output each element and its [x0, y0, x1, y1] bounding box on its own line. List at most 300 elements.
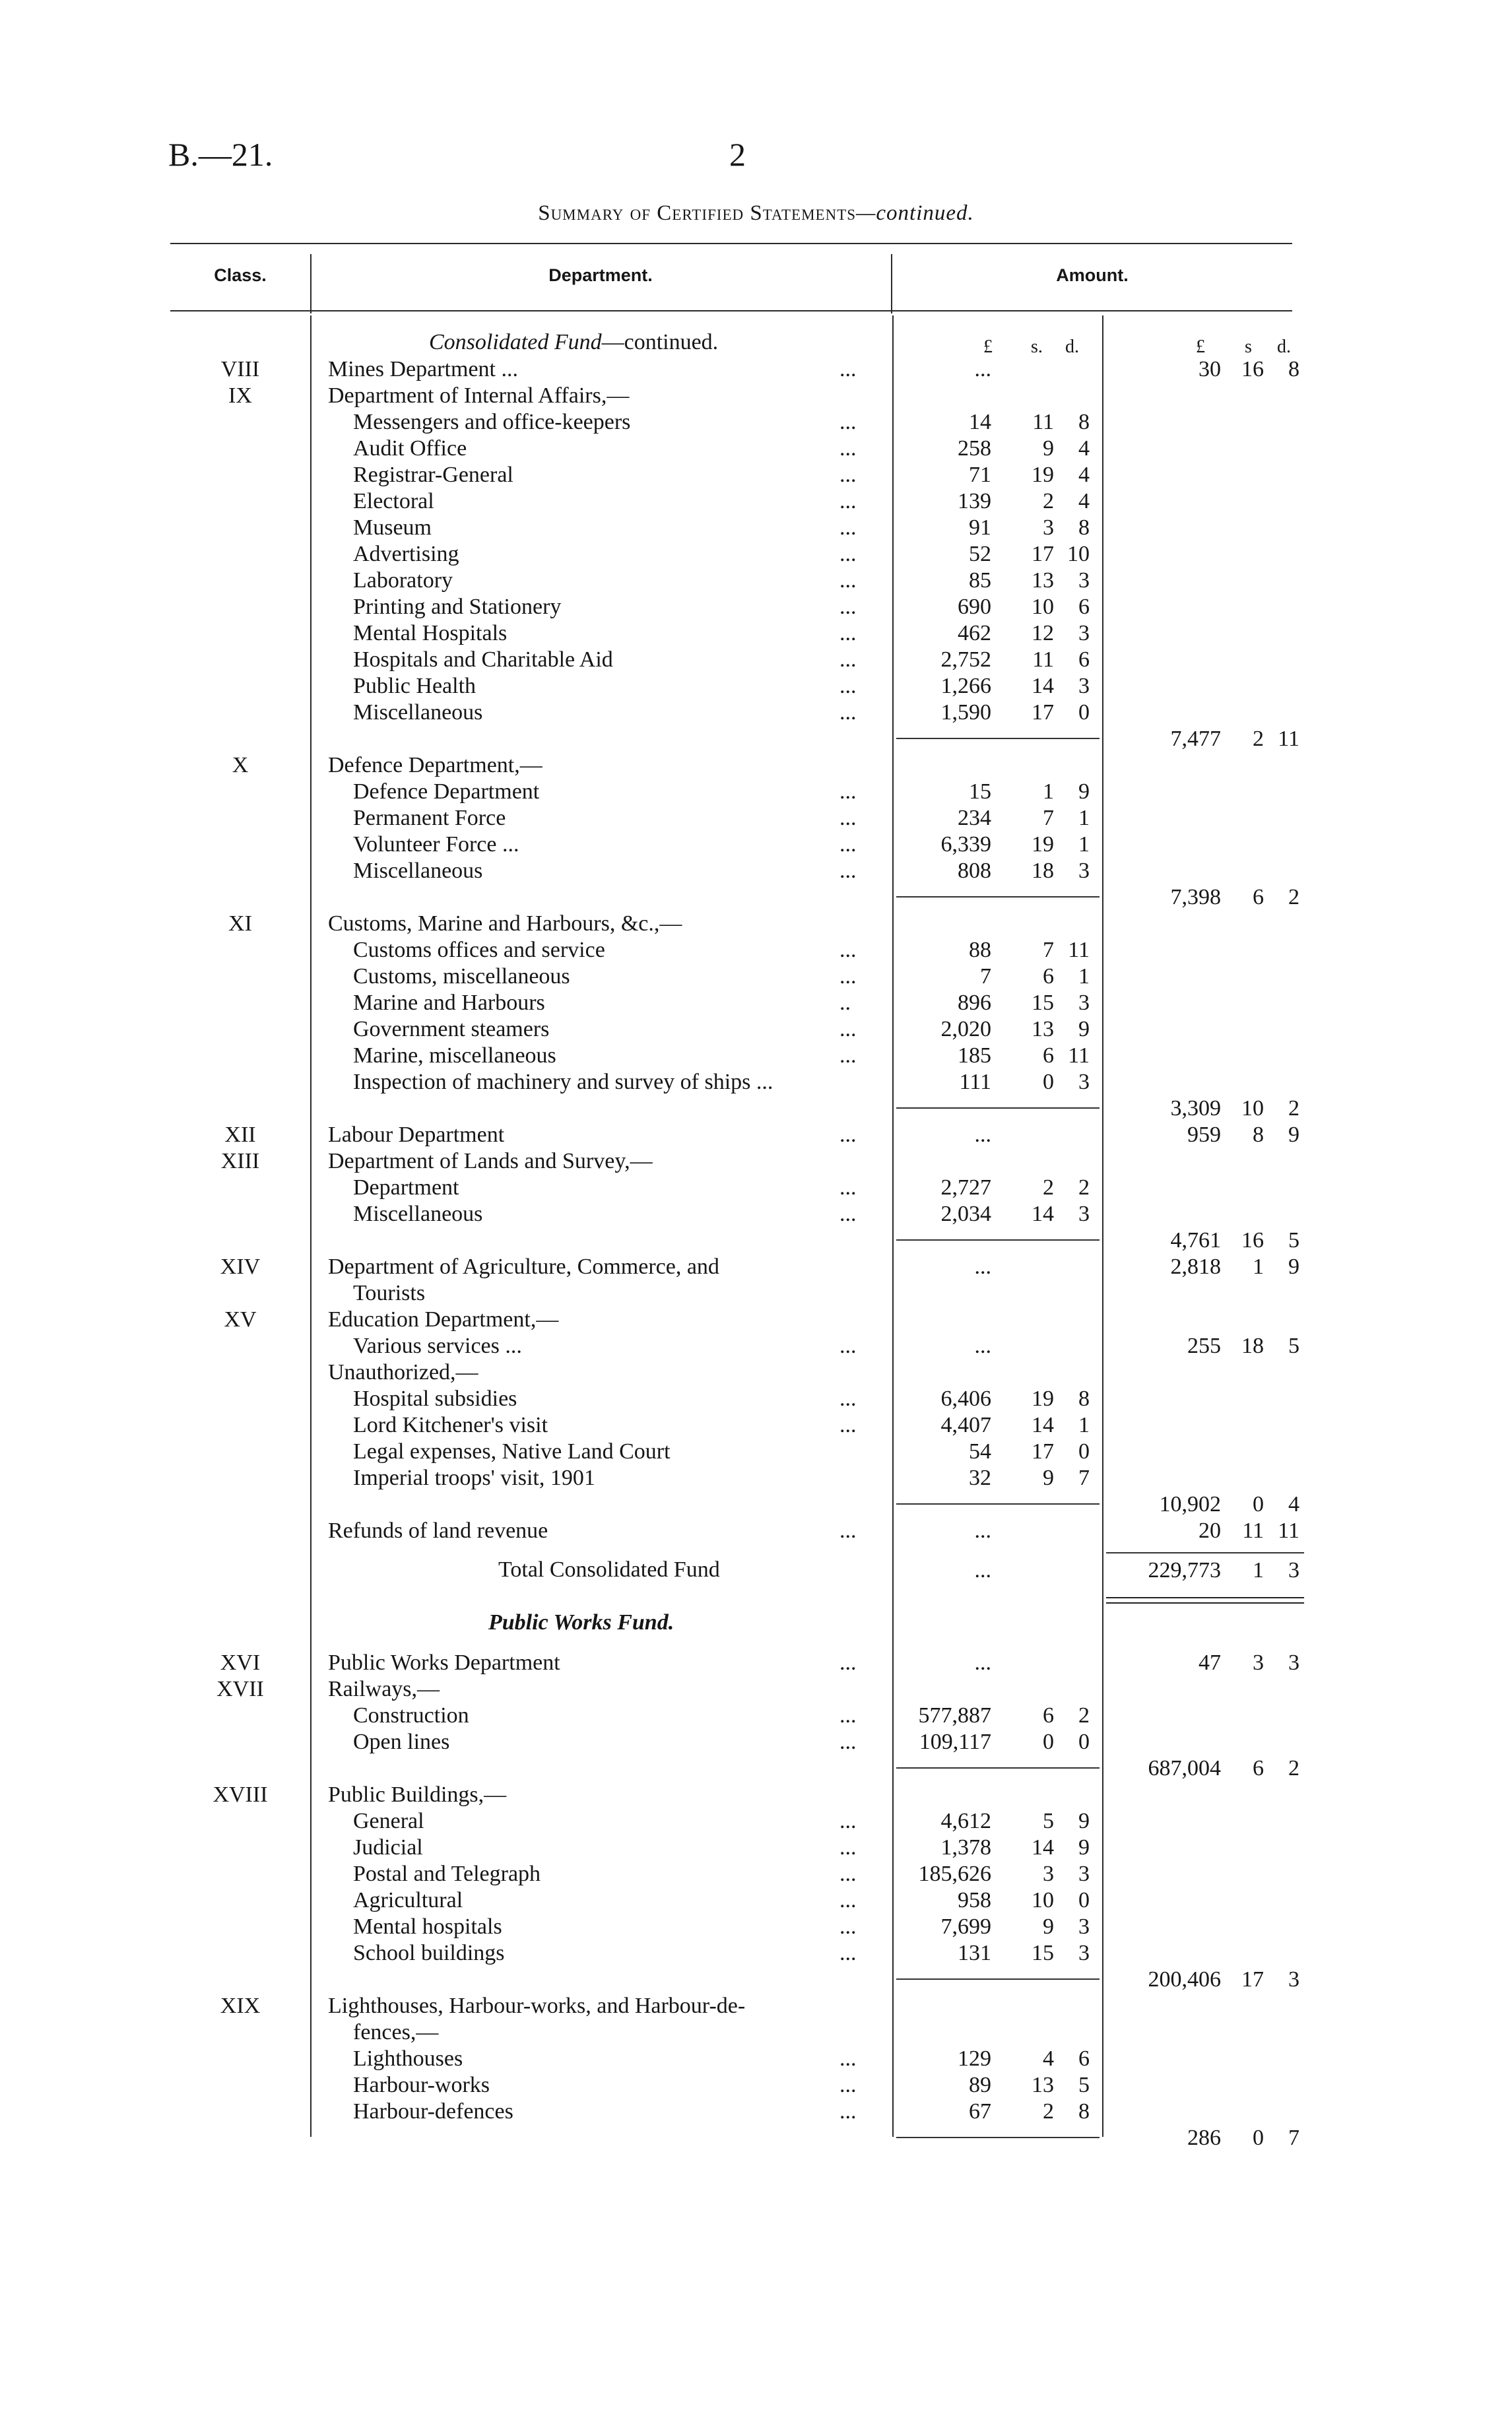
table-row [0, 1227, 1512, 1254]
row-leader: ... [839, 542, 857, 566]
row-leader: ... [839, 964, 857, 989]
table-row [0, 1887, 1512, 1914]
row-label: Miscellaneous [353, 859, 483, 883]
row-inner-shillings: 3 [1043, 515, 1054, 540]
row-label: Inspection of machinery and survey of ships ... [353, 1070, 773, 1094]
row-inner-pounds: 690 [958, 595, 991, 619]
row-inner-shillings: 10 [1032, 1888, 1054, 1912]
table-row [0, 1518, 1512, 1544]
row-inner-pounds: 85 [969, 568, 991, 593]
row-inner-shillings: 3 [1043, 1862, 1054, 1886]
row-inner-pounds: 54 [969, 1439, 991, 1464]
row-label: Electoral [353, 489, 434, 513]
row-label: Marine and Harbours [353, 991, 545, 1015]
table-row [0, 462, 1512, 488]
row-inner-pounds: 131 [958, 1941, 991, 1965]
row-label: Miscellaneous [353, 700, 483, 725]
row-label: Miscellaneous [353, 1202, 483, 1226]
row-inner-shillings: 15 [1032, 991, 1054, 1015]
row-class: X [232, 753, 249, 777]
row-label: Defence Department [353, 779, 540, 804]
row-inner-shillings: 13 [1032, 2073, 1054, 2097]
row-inner-pence: 4 [1078, 489, 1090, 513]
row-leader: ... [839, 674, 857, 698]
row-leader: ... [839, 700, 857, 725]
row-label: Audit Office [353, 436, 467, 461]
row-outer-shillings: 0 [1253, 1492, 1264, 1517]
row-outer-pence: 5 [1288, 1334, 1299, 1358]
row-class: XIX [220, 1994, 261, 2018]
row-inner-shillings: 17 [1032, 700, 1054, 725]
row-label: Public Works Department [328, 1650, 560, 1675]
row-leader: ... [839, 568, 857, 593]
row-inner-shillings: 9 [1043, 436, 1054, 461]
table-row [0, 1439, 1512, 1465]
row-label: Postal and Telegraph [353, 1862, 541, 1886]
table-row [0, 541, 1512, 568]
row-leader: ... [839, 1334, 857, 1358]
row-outer-pounds: 255 [1187, 1334, 1221, 1358]
row-outer-pounds: 47 [1199, 1650, 1221, 1675]
row-label: Public Health [353, 674, 477, 698]
table-row [0, 409, 1512, 436]
row-label: Hospital subsidies [353, 1387, 517, 1411]
row-inner-pounds: ... [974, 1650, 991, 1675]
table-row [0, 1122, 1512, 1148]
row-outer-shillings: 16 [1241, 1228, 1264, 1253]
row-inner-pence: 0 [1078, 700, 1090, 725]
row-leader: ... [839, 859, 857, 883]
row-label: Laboratory [353, 568, 453, 593]
row-inner-shillings: 13 [1032, 568, 1054, 593]
table-row [0, 1835, 1512, 1861]
row-label: School buildings [353, 1941, 505, 1965]
row-label: Agricultural [353, 1888, 463, 1912]
table-row [0, 2046, 1512, 2072]
row-label: Refunds of land revenue [328, 1518, 548, 1543]
row-leader: ... [839, 2046, 857, 2071]
row-outer-pounds: 687,004 [1148, 1756, 1221, 1780]
table-row [0, 1729, 1512, 1755]
row-leader: ... [839, 1017, 857, 1041]
row-inner-pounds: 6,406 [940, 1387, 991, 1411]
row-inner-pounds: 4,612 [940, 1809, 991, 1833]
row-inner-pence: 2 [1078, 1175, 1090, 1200]
row-inner-pounds: 7,699 [940, 1914, 991, 1939]
row-inner-shillings: 9 [1043, 1466, 1054, 1490]
row-inner-shillings: 13 [1032, 1017, 1054, 1041]
table-row [0, 1557, 1512, 1584]
row-outer-shillings: 1 [1253, 1558, 1264, 1583]
row-inner-pounds: 462 [958, 621, 991, 645]
row-inner-pounds: 1,266 [940, 674, 991, 698]
row-label: Labour Department [328, 1123, 505, 1147]
row-inner-pence: 3 [1078, 1202, 1090, 1226]
row-inner-pounds: ... [974, 1558, 991, 1583]
row-inner-shillings: 0 [1043, 1730, 1054, 1754]
row-label: Department of Lands and Survey,— [328, 1149, 653, 1173]
row-leader: ... [839, 2073, 857, 2097]
table-row [0, 2019, 1512, 2046]
row-leader: ... [839, 938, 857, 962]
row-inner-pence: 4 [1078, 436, 1090, 461]
row-inner-pounds: 129 [958, 2046, 991, 2071]
row-inner-shillings: 6 [1043, 1043, 1054, 1068]
row-leader: ... [839, 1518, 857, 1543]
row-leader: ... [839, 621, 857, 645]
row-class: VIII [220, 357, 260, 381]
table-row [0, 1069, 1512, 1095]
title-suffix: —continued. [856, 201, 974, 225]
row-inner-pounds: 4,407 [940, 1413, 991, 1437]
row-inner-pounds: 2,752 [940, 647, 991, 672]
row-outer-pounds: 30 [1199, 357, 1221, 381]
row-inner-shillings: 1 [1043, 779, 1054, 804]
row-leader: ... [839, 463, 857, 487]
row-inner-pounds: 14 [969, 410, 991, 434]
row-leader: ... [839, 1703, 857, 1728]
row-label: General [353, 1809, 424, 1833]
row-outer-pence: 8 [1288, 357, 1299, 381]
row-inner-pounds: ... [974, 1518, 991, 1543]
row-outer-pounds: 200,406 [1148, 1967, 1221, 1992]
row-outer-shillings: 6 [1253, 1756, 1264, 1780]
table-row [0, 356, 1512, 383]
row-leader: ... [839, 1941, 857, 1965]
inner-currency-shillings: s. [1031, 337, 1043, 357]
row-leader: ... [839, 410, 857, 434]
table-row [0, 1175, 1512, 1201]
inner-currency-pence: d. [1065, 337, 1079, 357]
row-label: Unauthorized,— [328, 1360, 478, 1385]
row-label: Messengers and office-keepers [353, 410, 631, 434]
row-leader: ... [839, 2099, 857, 2124]
row-leader: ... [839, 832, 857, 857]
table-row [0, 1280, 1512, 1307]
row-inner-pence: 6 [1078, 2046, 1090, 2071]
table-row [0, 1465, 1512, 1491]
row-outer-shillings: 0 [1253, 2126, 1264, 2150]
row-inner-shillings: 2 [1043, 2099, 1054, 2124]
row-inner-pence: 8 [1078, 515, 1090, 540]
row-inner-pence: 0 [1078, 1888, 1090, 1912]
column-header-department: Department. [548, 265, 653, 285]
table-row [0, 2125, 1512, 2151]
row-leader: ... [839, 1650, 857, 1675]
row-label: Judicial [353, 1835, 423, 1860]
row-label: Legal expenses, Native Land Court [353, 1439, 671, 1464]
row-outer-pounds: 10,902 [1159, 1492, 1221, 1517]
table-row [0, 779, 1512, 805]
row-label: Mental Hospitals [353, 621, 508, 645]
row-inner-pence: 4 [1078, 463, 1090, 487]
page-number: 2 [729, 136, 746, 173]
table-row [0, 1254, 1512, 1280]
row-label: Volunteer Force ... [353, 832, 519, 857]
row-inner-pounds: 808 [958, 859, 991, 883]
row-inner-pence: 9 [1078, 1809, 1090, 1833]
row-inner-pounds: 109,117 [919, 1730, 991, 1754]
row-inner-shillings: 17 [1032, 542, 1054, 566]
row-label: Customs, miscellaneous [353, 964, 570, 989]
row-outer-pounds: 20 [1199, 1518, 1221, 1543]
outer-currency-pounds: £ [1196, 337, 1205, 357]
table-row [0, 1782, 1512, 1808]
row-inner-shillings: 19 [1032, 832, 1054, 857]
row-class: IX [228, 383, 252, 408]
row-inner-pence: 5 [1078, 2073, 1090, 2097]
row-inner-shillings: 11 [1032, 647, 1054, 672]
table-row [0, 1016, 1512, 1043]
row-inner-pounds: 67 [969, 2099, 991, 2124]
row-inner-pence: 11 [1068, 938, 1090, 962]
table-row [0, 1412, 1512, 1439]
row-inner-shillings: 15 [1032, 1941, 1054, 1965]
row-label: Tourists [353, 1281, 426, 1305]
row-inner-pounds: 577,887 [918, 1703, 991, 1728]
row-outer-pounds: 2,818 [1170, 1255, 1221, 1279]
table-row [0, 1333, 1512, 1359]
row-inner-pence: 8 [1078, 410, 1090, 434]
row-label: Customs offices and service [353, 938, 605, 962]
row-outer-pence: 4 [1288, 1492, 1299, 1517]
row-inner-pence: 3 [1078, 859, 1090, 883]
table-row [0, 2072, 1512, 2099]
row-leader: ... [839, 647, 857, 672]
row-label: Lighthouses, Harbour-works, and Harbour-de- [328, 1994, 746, 2018]
row-class: XV [224, 1307, 257, 1332]
row-label: Advertising [353, 542, 459, 566]
total-consolidated-label: Total Consolidated Fund [498, 1557, 720, 1582]
table-row [0, 1755, 1512, 1782]
table-row [0, 1676, 1512, 1703]
row-inner-pounds: 2,020 [940, 1017, 991, 1041]
row-inner-pence: 0 [1078, 1730, 1090, 1754]
row-leader: ... [839, 515, 857, 540]
row-outer-shillings: 3 [1253, 1650, 1264, 1675]
row-inner-pounds: 7 [980, 964, 991, 989]
column-header-amount: Amount. [1056, 265, 1129, 285]
row-inner-pence: 9 [1078, 1835, 1090, 1860]
row-inner-pence: 3 [1078, 1070, 1090, 1094]
row-label: Lighthouses [353, 2046, 463, 2071]
row-inner-shillings: 6 [1043, 964, 1054, 989]
row-label: Mental hospitals [353, 1914, 502, 1939]
row-label: Open lines [353, 1730, 450, 1754]
row-inner-pence: 3 [1078, 1914, 1090, 1939]
row-label: Permanent Force [353, 806, 506, 830]
row-inner-shillings: 14 [1032, 674, 1054, 698]
row-inner-pence: 8 [1078, 2099, 1090, 2124]
row-inner-pounds: 2,034 [940, 1202, 991, 1226]
row-inner-pounds: 139 [958, 489, 991, 513]
row-label: Department of Internal Affairs,— [328, 383, 630, 408]
row-inner-pounds: ... [974, 357, 991, 381]
row-inner-shillings: 2 [1043, 1175, 1054, 1200]
row-inner-shillings: 11 [1032, 410, 1054, 434]
row-class: XVII [216, 1677, 264, 1701]
row-inner-shillings: 14 [1032, 1413, 1054, 1437]
row-inner-pence: 8 [1078, 1387, 1090, 1411]
row-outer-shillings: 18 [1241, 1334, 1264, 1358]
row-leader: ... [839, 1862, 857, 1886]
row-label: Harbour-works [353, 2073, 490, 2097]
row-inner-pence: 11 [1068, 1043, 1090, 1068]
table-row [0, 515, 1512, 541]
row-outer-pounds: 4,761 [1170, 1228, 1221, 1253]
row-inner-pounds: 91 [969, 515, 991, 540]
row-inner-pence: 0 [1078, 1439, 1090, 1464]
outer-currency-pence: d. [1277, 337, 1291, 357]
row-label: Hospitals and Charitable Aid [353, 647, 613, 672]
row-leader: ... [839, 806, 857, 830]
row-inner-pence: 3 [1078, 1941, 1090, 1965]
row-inner-pounds: 2,727 [940, 1175, 991, 1200]
row-inner-pence: 3 [1078, 568, 1090, 593]
table-row [0, 620, 1512, 647]
table-row [0, 990, 1512, 1016]
row-inner-pence: 9 [1078, 779, 1090, 804]
row-outer-pounds: 7,398 [1170, 885, 1221, 909]
row-inner-shillings: 18 [1032, 859, 1054, 883]
row-class: XI [228, 911, 252, 936]
table-row [0, 1914, 1512, 1940]
row-inner-pounds: 185 [958, 1043, 991, 1068]
row-outer-pence: 5 [1288, 1228, 1299, 1253]
row-leader: .. [839, 991, 851, 1015]
table-row [0, 673, 1512, 700]
row-leader: ... [839, 595, 857, 619]
row-outer-shillings: 10 [1241, 1096, 1264, 1121]
table-row [0, 911, 1512, 937]
row-outer-shillings: 2 [1253, 727, 1264, 751]
row-outer-shillings: 16 [1241, 357, 1264, 381]
row-inner-pence: 7 [1078, 1466, 1090, 1490]
section-public-works-fund: Public Works Fund. [488, 1610, 674, 1635]
row-label: Printing and Stationery [353, 595, 562, 619]
row-outer-pence: 3 [1288, 1650, 1299, 1675]
table-row [0, 752, 1512, 779]
row-outer-pence: 2 [1288, 885, 1299, 909]
row-inner-pence: 3 [1078, 991, 1090, 1015]
row-label: Education Department,— [328, 1307, 559, 1332]
row-inner-pounds: 52 [969, 542, 991, 566]
table-row [0, 1359, 1512, 1386]
row-outer-pence: 9 [1288, 1123, 1299, 1147]
row-leader: ... [839, 1202, 857, 1226]
row-leader: ... [839, 489, 857, 513]
row-outer-shillings: 8 [1253, 1123, 1264, 1147]
row-outer-pounds: 286 [1187, 2126, 1221, 2150]
row-inner-shillings: 9 [1043, 1914, 1054, 1939]
row-inner-pence: 3 [1078, 1862, 1090, 1886]
row-label: fences,— [353, 2020, 439, 2044]
row-class: XIV [220, 1255, 261, 1279]
table-row [0, 1993, 1512, 2019]
table-row [0, 937, 1512, 963]
outer-currency-shillings: s [1245, 337, 1252, 357]
row-outer-shillings: 11 [1242, 1518, 1264, 1543]
title-main: Summary of Certified Statements [538, 201, 857, 225]
row-leader: ... [839, 436, 857, 461]
row-label: Mines Department ... [328, 357, 518, 381]
row-inner-shillings: 0 [1043, 1070, 1054, 1094]
row-inner-shillings: 5 [1043, 1809, 1054, 1833]
row-inner-pounds: 111 [959, 1070, 991, 1094]
row-inner-pounds: 71 [969, 463, 991, 487]
row-label: Customs, Marine and Harbours, &c.,— [328, 911, 682, 936]
inner-currency-pounds: £ [983, 337, 993, 357]
row-outer-shillings: 1 [1253, 1255, 1264, 1279]
row-inner-shillings: 10 [1032, 595, 1054, 619]
row-inner-pence: 3 [1078, 621, 1090, 645]
row-label: Imperial troops' visit, 1901 [353, 1466, 595, 1490]
row-leader: ... [839, 357, 857, 381]
row-inner-pounds: 185,626 [918, 1862, 991, 1886]
row-label: Defence Department,— [328, 753, 542, 777]
table-row [0, 1650, 1512, 1676]
table-row [0, 858, 1512, 884]
row-label: Department [353, 1175, 459, 1200]
table-row [0, 2099, 1512, 2125]
row-inner-pounds: 15 [969, 779, 991, 804]
row-inner-pounds: 6,339 [940, 832, 991, 857]
row-outer-shillings: 17 [1241, 1967, 1264, 1992]
row-inner-pounds: 234 [958, 806, 991, 830]
table-row [0, 383, 1512, 409]
row-inner-pounds: 958 [958, 1888, 991, 1912]
row-inner-pence: 1 [1078, 832, 1090, 857]
row-label: Lord Kitchener's visit [353, 1413, 548, 1437]
table-row [0, 1491, 1512, 1518]
row-inner-shillings: 17 [1032, 1439, 1054, 1464]
row-inner-pounds: ... [974, 1334, 991, 1358]
row-class: XIII [220, 1149, 260, 1173]
row-inner-pence: 6 [1078, 647, 1090, 672]
row-inner-pounds: ... [974, 1123, 991, 1147]
row-outer-pence: 7 [1288, 2126, 1299, 2150]
row-inner-shillings: 14 [1032, 1202, 1054, 1226]
table-row [0, 1307, 1512, 1333]
row-leader: ... [839, 1888, 857, 1912]
table-row [0, 805, 1512, 832]
section-consolidated-title: Consolidated Fund [429, 330, 602, 354]
table-row [0, 647, 1512, 673]
row-outer-pence: 2 [1288, 1756, 1299, 1780]
row-inner-pence: 1 [1078, 1413, 1090, 1437]
row-inner-pence: 1 [1078, 806, 1090, 830]
row-label: Registrar-General [353, 463, 513, 487]
table-row [0, 1386, 1512, 1412]
row-inner-shillings: 6 [1043, 1703, 1054, 1728]
row-leader: ... [839, 1809, 857, 1833]
table-row [0, 700, 1512, 726]
row-leader: ... [839, 1387, 857, 1411]
table-row [0, 568, 1512, 594]
row-inner-pounds: 88 [969, 938, 991, 962]
row-label: Government steamers [353, 1017, 550, 1041]
row-label: Harbour-defences [353, 2099, 513, 2124]
table-row [0, 1148, 1512, 1175]
table-row [0, 1095, 1512, 1122]
row-outer-pounds: 229,773 [1148, 1558, 1221, 1583]
table-row [0, 884, 1512, 911]
row-inner-pounds: 258 [958, 436, 991, 461]
row-inner-shillings: 14 [1032, 1835, 1054, 1860]
table-row [0, 1201, 1512, 1227]
row-leader: ... [839, 1043, 857, 1068]
row-inner-pounds: 896 [958, 991, 991, 1015]
